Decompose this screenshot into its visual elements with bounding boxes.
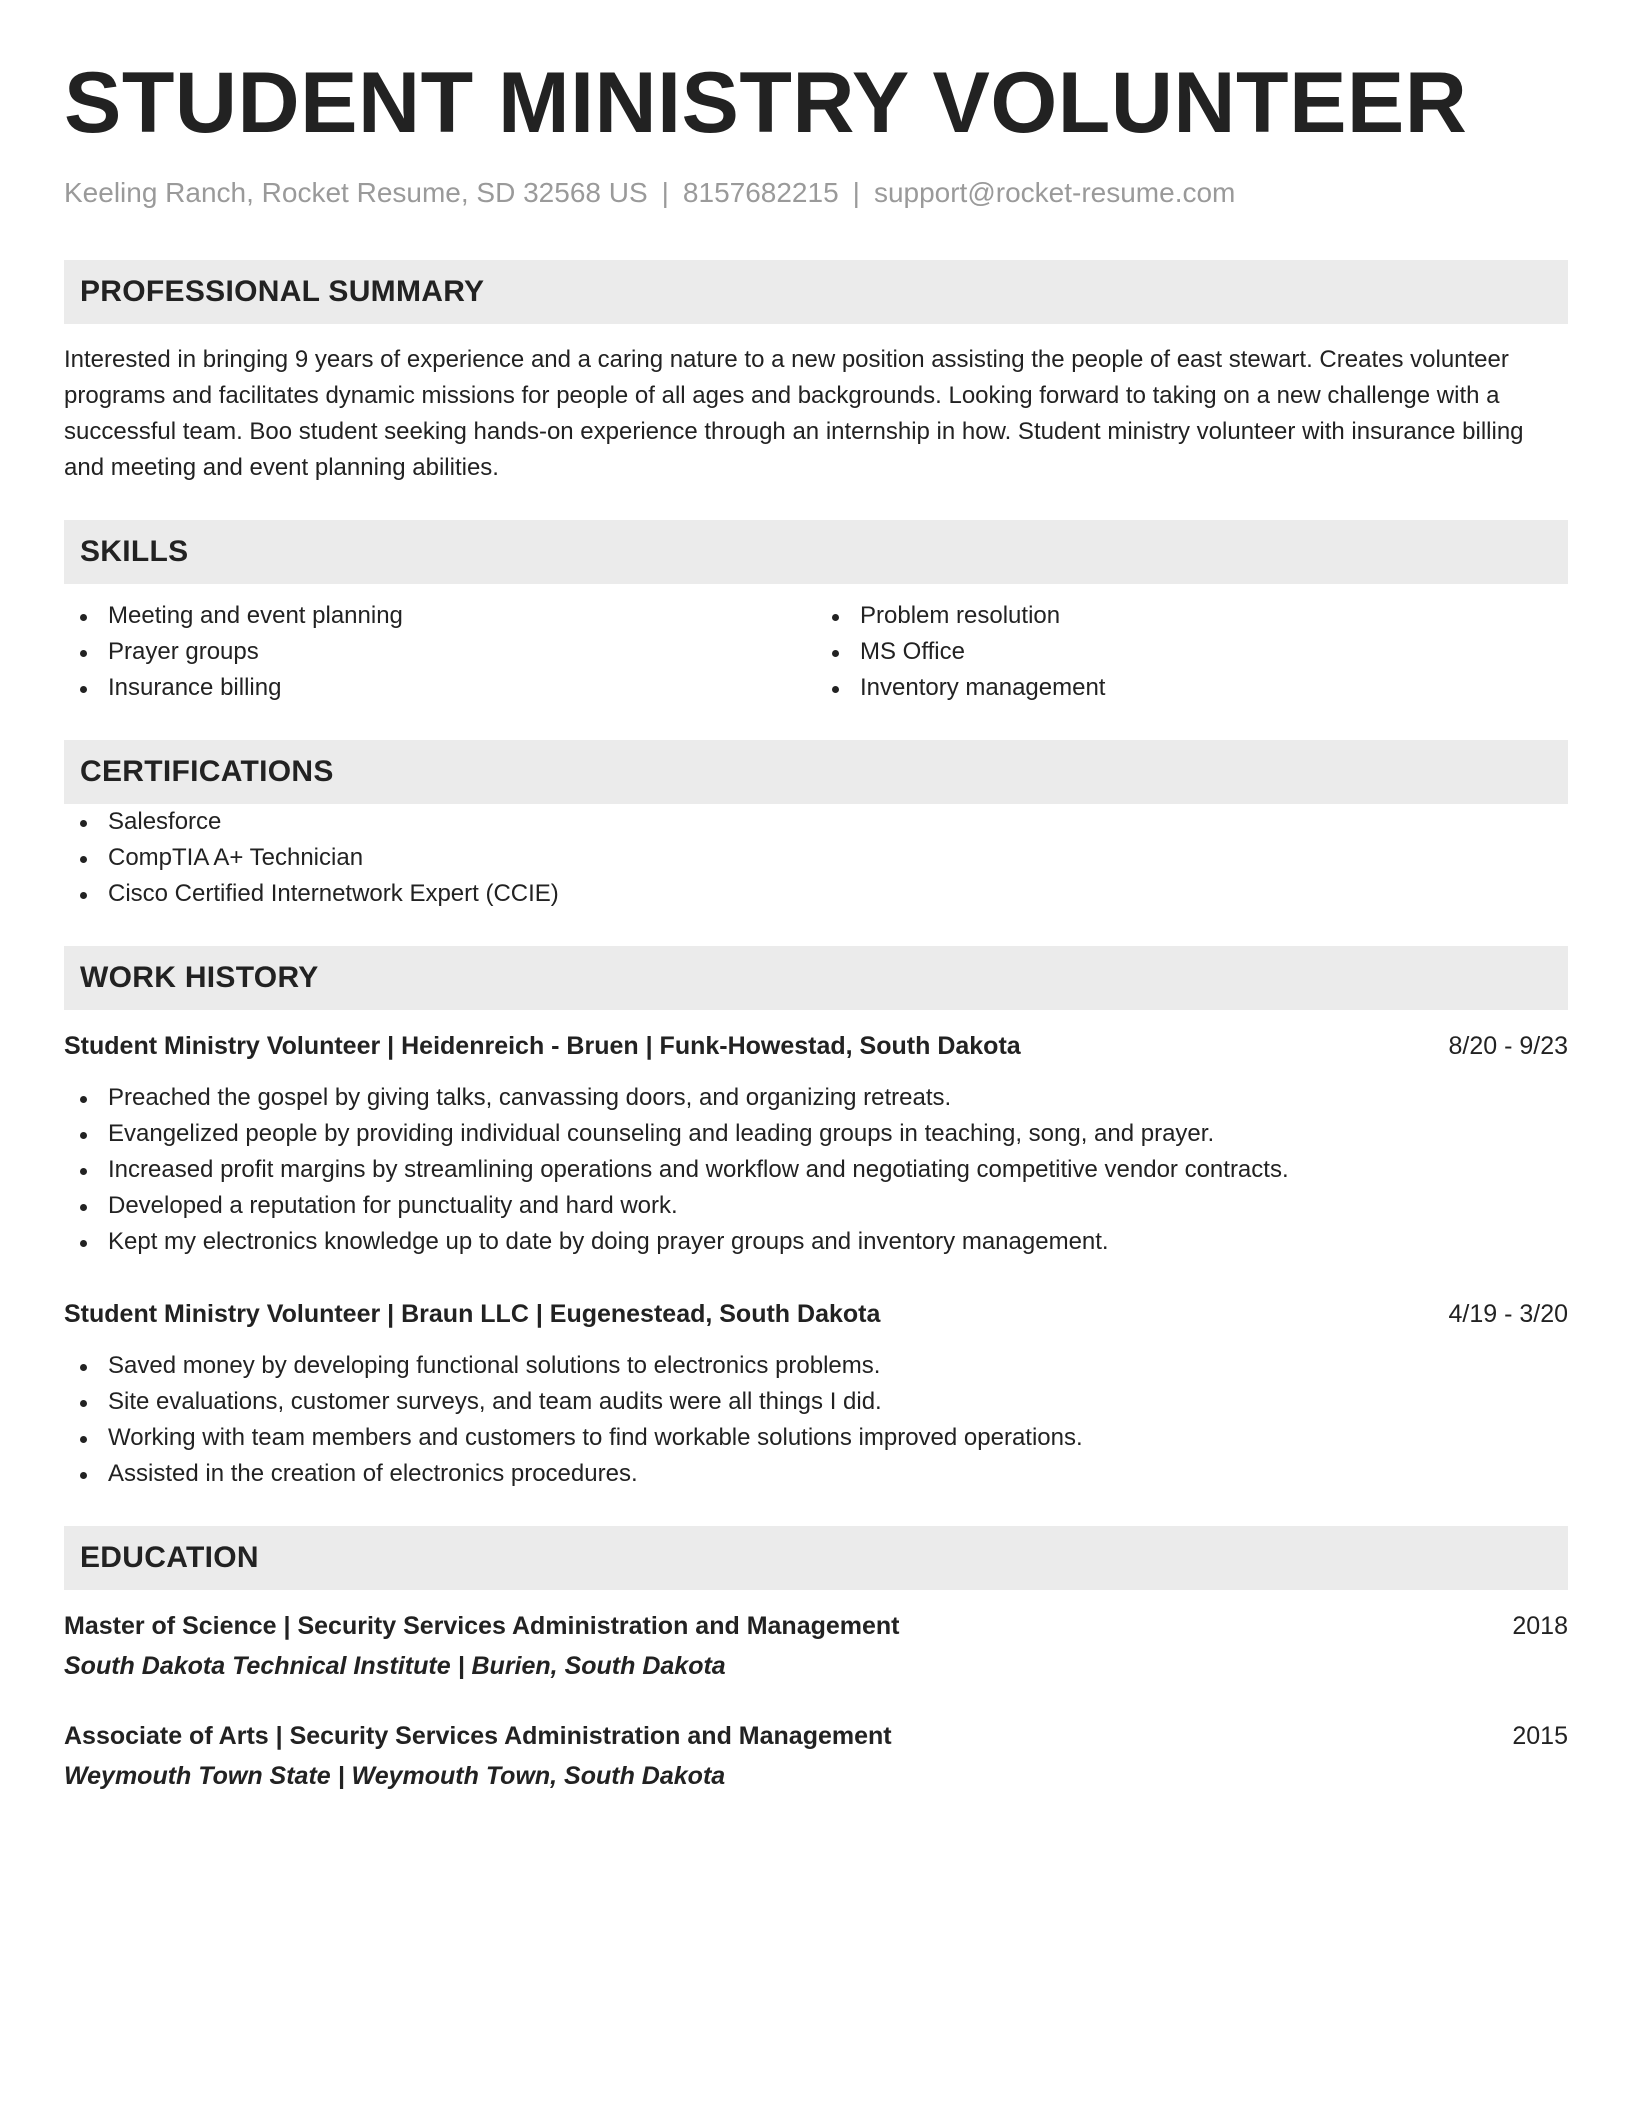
skill-item: MS Office [816,634,1568,670]
skill-item: Insurance billing [64,670,816,706]
job-bullets [64,1080,1568,1260]
skill-item: Meeting and event planning [64,598,816,634]
job-bullet: Site evaluations, customer surveys, and team audits were all things I did. [64,1384,1568,1420]
job-title: Student Ministry Volunteer | Braun LLC | Eugenestead, South Dakota [64,1299,881,1328]
education-year: 2015 [1512,1721,1568,1750]
contact-separator: | [852,177,860,208]
job-bullet: Saved money by developing functional solutions to electronics problems. [64,1348,1568,1384]
contact-email: support@rocket-resume.com [873,177,1236,208]
skills-section [64,520,1568,706]
job-header [64,1028,1568,1064]
summary-heading: PROFESSIONAL SUMMARY [64,260,1568,324]
skill-item: Inventory management [816,670,1568,706]
education-degree: Master of Science | Security Services Administration and Management [64,1611,900,1640]
job-header [64,1296,1568,1332]
job-bullets [64,1348,1568,1492]
summary-text: Interested in bringing 9 years of experience and a caring nature to a new position assisting the people of east stewart. Creates volunteer programs and facilitates dynamic missions for people of all ages and backgrounds. Looking forward to taking on a new challenge with a successful team. Boo student seeking hands-on experience through an internship in how. Student ministry volunteer with insurance billing and meeting and event planning abilities. [64,345,1524,481]
education-year: 2018 [1512,1611,1568,1640]
education-school: Weymouth Town State | Weymouth Town, South Dakota [64,1761,726,1790]
skill-item: Prayer groups [64,634,816,670]
education-entry [64,1608,1568,1684]
work-history-heading: WORK HISTORY [64,946,1568,1010]
job-bullet: Developed a reputation for punctuality and hard work. [64,1188,1568,1224]
contact-phone: 8157682215 [682,177,839,208]
job-entry [64,1028,1568,1260]
job-dates: 8/20 - 9/23 [1448,1031,1568,1060]
summary-section [64,260,1568,486]
education-school: South Dakota Technical Institute | Burien, South Dakota [64,1651,726,1680]
education-degree: Associate of Arts | Security Services Administration and Management [64,1721,892,1750]
education-section [64,1526,1568,1794]
certifications-list [64,804,1568,912]
certifications-heading: CERTIFICATIONS [64,740,1568,804]
resume-name: STUDENT MINISTRY VOLUNTEER [64,55,1468,151]
job-bullet: Working with team members and customers to find workable solutions improved operations. [64,1420,1568,1456]
contact-line [64,176,1568,210]
education-header [64,1718,1568,1754]
certification-item: Salesforce [64,804,1568,840]
education-entry [64,1718,1568,1794]
work-history-section [64,946,1568,1492]
job-bullet: Evangelized people by providing individual counseling and leading groups in teaching, song, and prayer. [64,1116,1568,1152]
education-header [64,1608,1568,1644]
job-dates: 4/19 - 3/20 [1448,1299,1568,1328]
skills-heading: SKILLS [64,520,1568,584]
certification-item: CompTIA A+ Technician [64,840,1568,876]
job-bullet: Preached the gospel by giving talks, canvassing doors, and organizing retreats. [64,1080,1568,1116]
skills-grid [64,598,1568,706]
skills-list-right [816,598,1568,706]
job-entry [64,1296,1568,1492]
contact-address: Keeling Ranch, Rocket Resume, SD 32568 US [64,177,648,208]
skills-list-left [64,598,816,706]
education-heading: EDUCATION [64,1526,1568,1590]
certifications-section [64,740,1568,912]
certification-item: Cisco Certified Internetwork Expert (CCIE) [64,876,1568,912]
skill-item: Problem resolution [816,598,1568,634]
job-bullet: Increased profit margins by streamlining operations and workflow and negotiating competitive vendor contracts. [64,1152,1568,1188]
job-bullet: Kept my electronics knowledge up to date by doing prayer groups and inventory management. [64,1224,1568,1260]
contact-separator: | [661,177,669,208]
job-title: Student Ministry Volunteer | Heidenreich - Bruen | Funk-Howestad, South Dakota [64,1031,1021,1060]
job-bullet: Assisted in the creation of electronics procedures. [64,1456,1568,1492]
